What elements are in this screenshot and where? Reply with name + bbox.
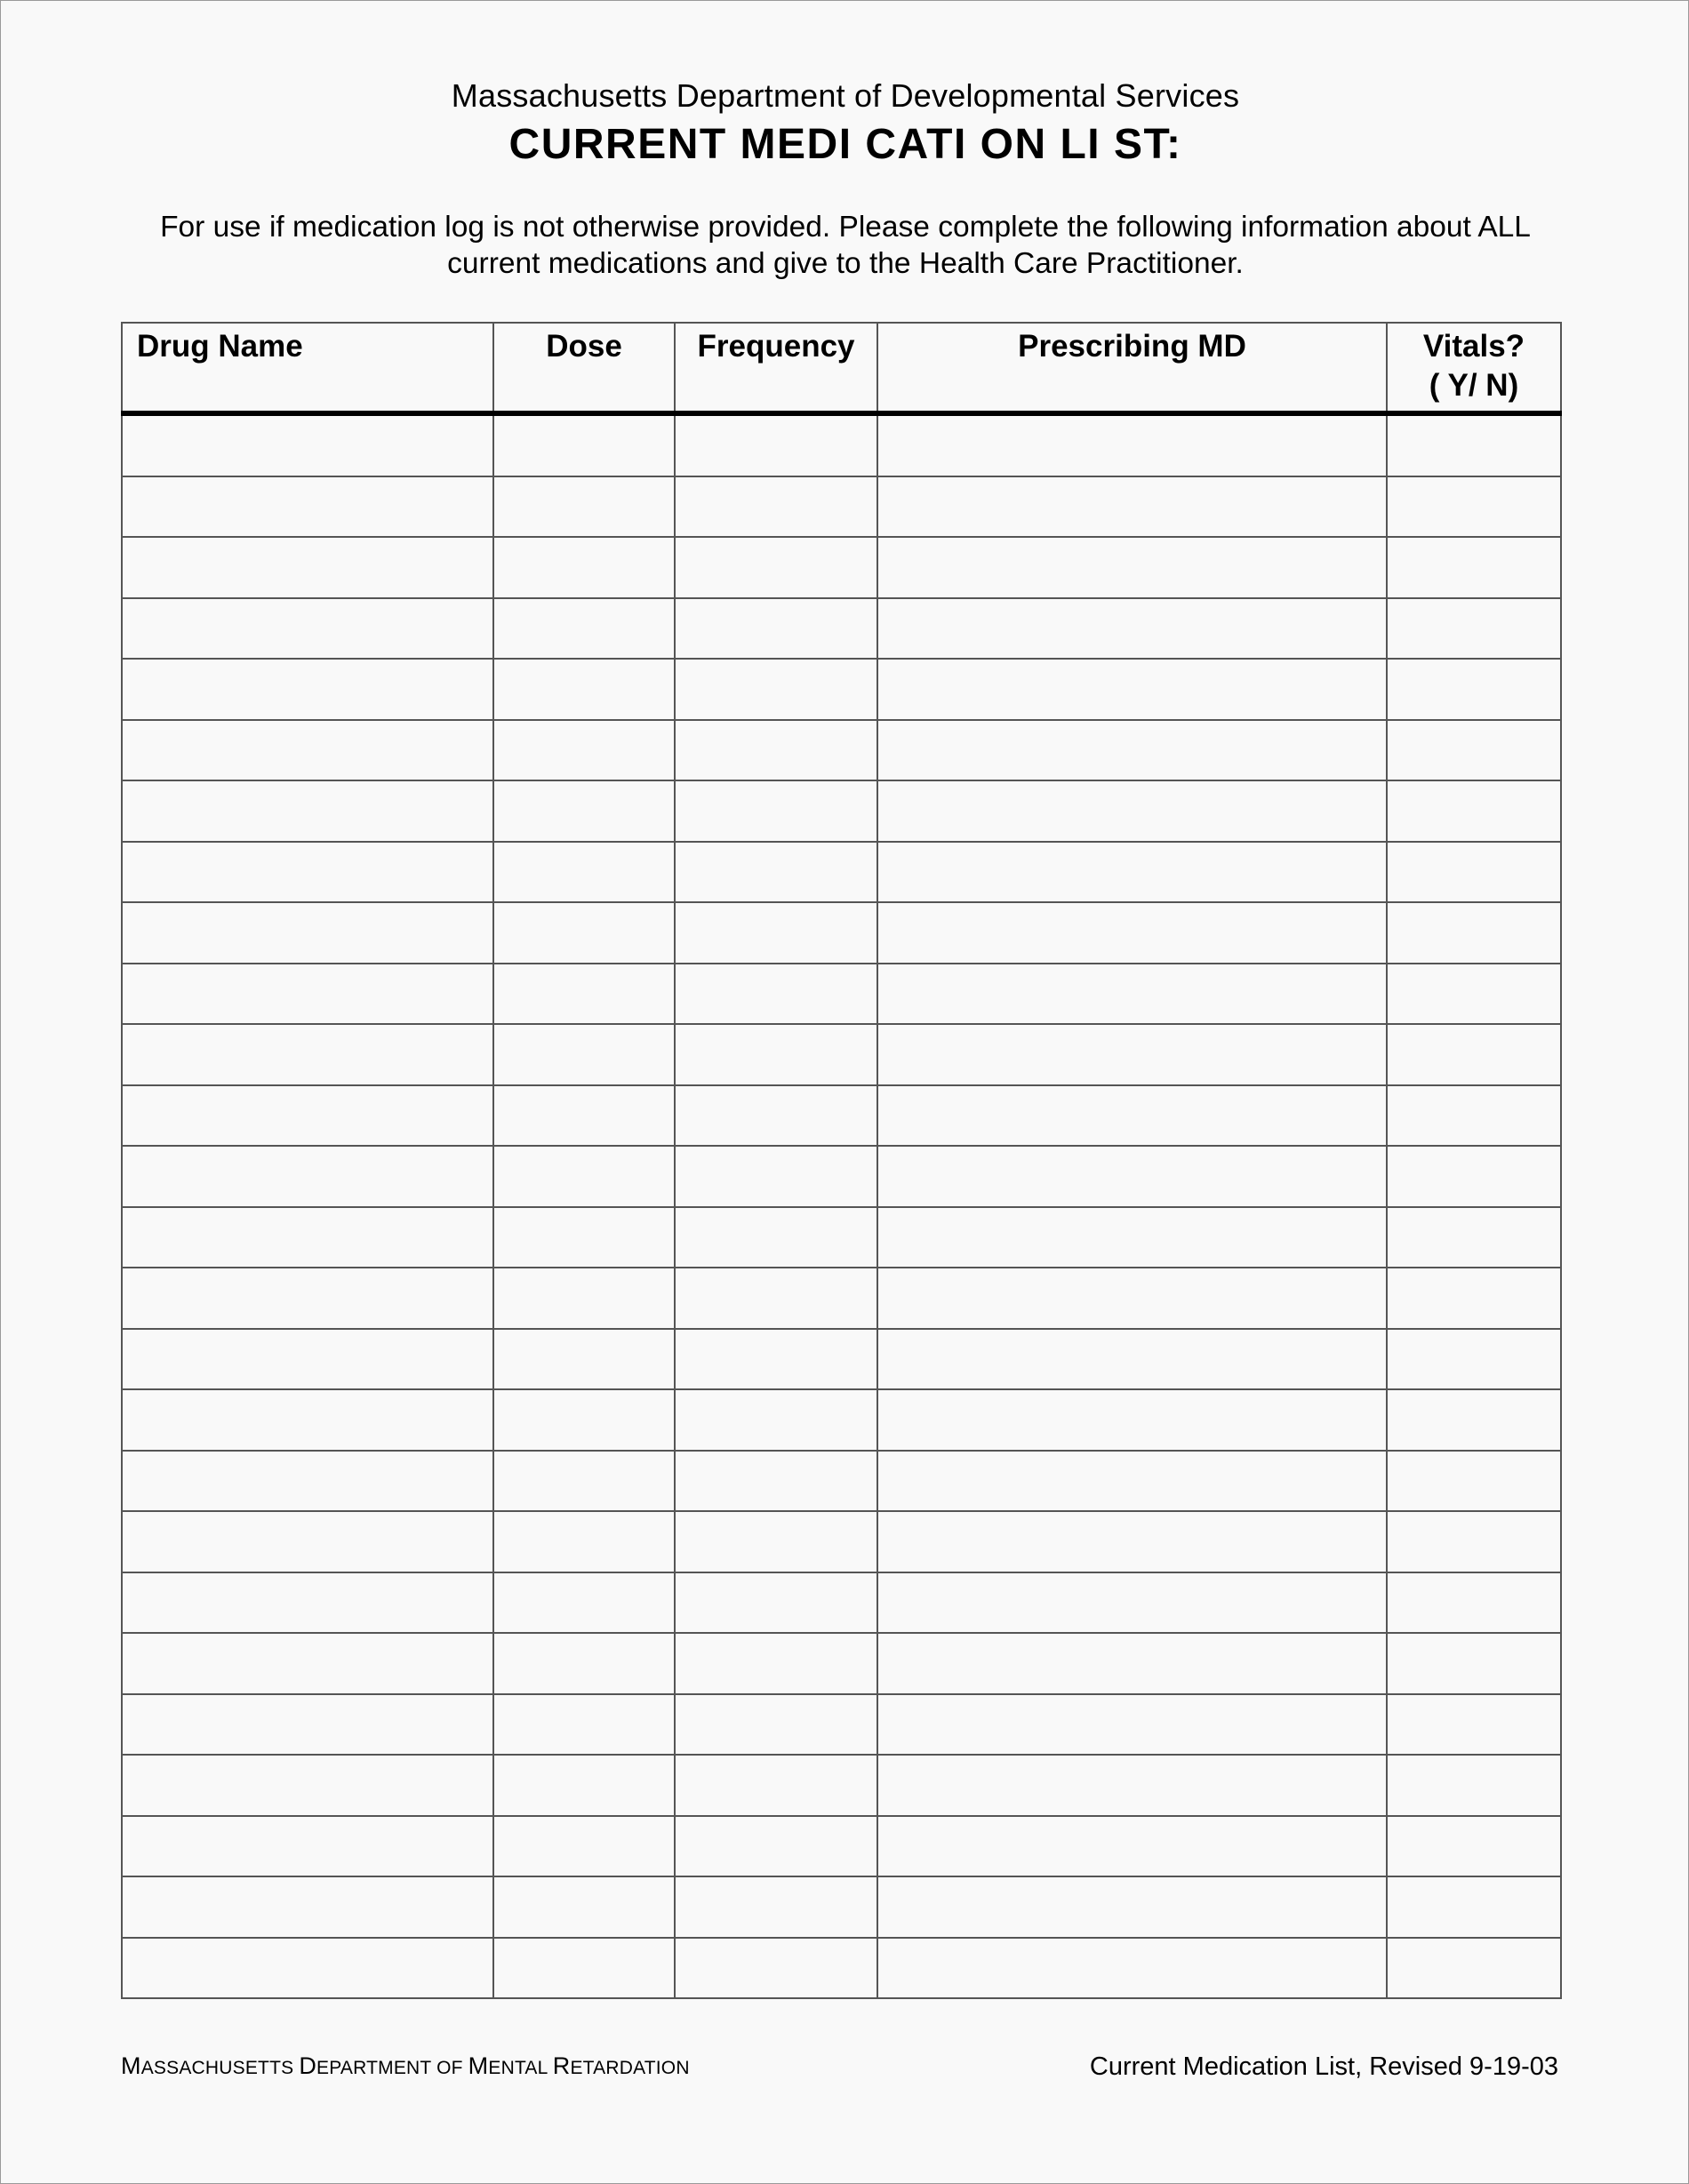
cell-prescribing-md[interactable] xyxy=(877,537,1387,598)
cell-prescribing-md[interactable] xyxy=(877,1694,1387,1756)
footer-dept-part: M xyxy=(121,2052,141,2079)
cell-vitals[interactable] xyxy=(1387,1572,1561,1634)
cell-drug-name[interactable] xyxy=(122,1085,493,1147)
cell-dose[interactable] xyxy=(493,476,675,538)
cell-dose[interactable] xyxy=(493,964,675,1025)
cell-frequency[interactable] xyxy=(675,1207,877,1268)
cell-prescribing-md[interactable] xyxy=(877,659,1387,720)
cell-prescribing-md[interactable] xyxy=(877,1451,1387,1512)
cell-vitals[interactable] xyxy=(1387,1146,1561,1207)
cell-vitals[interactable] xyxy=(1387,537,1561,598)
cell-dose[interactable] xyxy=(493,1511,675,1572)
vitals-yn-label: ( Y/ N) xyxy=(1429,368,1519,403)
cell-dose[interactable] xyxy=(493,659,675,720)
cell-prescribing-md[interactable] xyxy=(877,1329,1387,1390)
cell-drug-name[interactable] xyxy=(122,842,493,903)
cell-drug-name[interactable] xyxy=(122,413,493,476)
cell-dose[interactable] xyxy=(493,413,675,476)
cell-frequency[interactable] xyxy=(675,1694,877,1756)
cell-frequency[interactable] xyxy=(675,1085,877,1147)
cell-dose[interactable] xyxy=(493,1755,675,1816)
cell-drug-name[interactable] xyxy=(122,1329,493,1390)
cell-frequency[interactable] xyxy=(675,720,877,781)
cell-prescribing-md[interactable] xyxy=(877,1511,1387,1572)
medication-rows xyxy=(122,413,1561,1998)
cell-vitals[interactable] xyxy=(1387,780,1561,842)
cell-frequency[interactable] xyxy=(675,1633,877,1694)
footer-dept-part: ETARDATION xyxy=(570,2058,690,2078)
table-row xyxy=(122,780,1561,842)
cell-vitals[interactable] xyxy=(1387,476,1561,538)
cell-drug-name[interactable] xyxy=(122,1146,493,1207)
cell-drug-name[interactable] xyxy=(122,1511,493,1572)
table-row xyxy=(122,1268,1561,1329)
cell-vitals[interactable] xyxy=(1387,1207,1561,1268)
cell-frequency[interactable] xyxy=(675,537,877,598)
cell-vitals[interactable] xyxy=(1387,1389,1561,1451)
cell-vitals[interactable] xyxy=(1387,1938,1561,1999)
table-row xyxy=(122,1511,1561,1572)
cell-frequency[interactable] xyxy=(675,659,877,720)
instructions-line-1: For use if medication log is not otherwise provided. Please complete the following information about ALL xyxy=(160,211,1531,244)
cell-drug-name[interactable] xyxy=(122,1876,493,1938)
footer-dept-part: D xyxy=(299,2052,317,2079)
cell-drug-name[interactable] xyxy=(122,1694,493,1756)
cell-frequency[interactable] xyxy=(675,1876,877,1938)
cell-prescribing-md[interactable] xyxy=(877,476,1387,538)
cell-frequency[interactable] xyxy=(675,1511,877,1572)
table-row xyxy=(122,537,1561,598)
table-header-row xyxy=(122,323,1561,413)
cell-frequency[interactable] xyxy=(675,1938,877,1999)
cell-vitals[interactable] xyxy=(1387,1085,1561,1147)
cell-vitals[interactable] xyxy=(1387,1511,1561,1572)
cell-drug-name[interactable] xyxy=(122,1389,493,1451)
cell-prescribing-md[interactable] xyxy=(877,413,1387,476)
cell-prescribing-md[interactable] xyxy=(877,1938,1387,1999)
cell-prescribing-md[interactable] xyxy=(877,1816,1387,1877)
footer-dept-part: ASSACHUSETTS xyxy=(140,2058,300,2078)
cell-dose[interactable] xyxy=(493,1389,675,1451)
cell-drug-name[interactable] xyxy=(122,1268,493,1329)
table-row xyxy=(122,1024,1561,1085)
table-row xyxy=(122,1816,1561,1877)
cell-vitals[interactable] xyxy=(1387,1451,1561,1512)
cell-vitals[interactable] xyxy=(1387,659,1561,720)
cell-dose[interactable] xyxy=(493,842,675,903)
footer-dept-part: R xyxy=(552,2052,571,2079)
cell-vitals[interactable] xyxy=(1387,1024,1561,1085)
cell-frequency[interactable] xyxy=(675,902,877,964)
cell-prescribing-md[interactable] xyxy=(877,720,1387,781)
footer-revision: Current Medication List, Revised 9-19-03 xyxy=(1089,2052,1558,2081)
cell-frequency[interactable] xyxy=(675,1755,877,1816)
cell-vitals[interactable] xyxy=(1387,1755,1561,1816)
cell-dose[interactable] xyxy=(493,720,675,781)
table-row xyxy=(122,1633,1561,1694)
cell-drug-name[interactable] xyxy=(122,720,493,781)
medication-table xyxy=(121,322,1562,1999)
cell-frequency[interactable] xyxy=(675,1329,877,1390)
table-row xyxy=(122,1207,1561,1268)
table-row xyxy=(122,964,1561,1025)
vitals-label: Vitals? xyxy=(1422,329,1525,364)
cell-frequency[interactable] xyxy=(675,1024,877,1085)
cell-drug-name[interactable] xyxy=(122,1633,493,1694)
cell-prescribing-md[interactable] xyxy=(877,1207,1387,1268)
table-row xyxy=(122,1938,1561,1999)
cell-drug-name[interactable] xyxy=(122,1938,493,1999)
footer-dept-part: EPARTMENT OF xyxy=(316,2058,468,2078)
table-row xyxy=(122,1329,1561,1390)
agency-name: Massachusetts Department of Developmental Services xyxy=(451,77,1240,114)
footer-department xyxy=(121,2052,690,2080)
cell-drug-name[interactable] xyxy=(122,780,493,842)
cell-dose[interactable] xyxy=(493,1633,675,1694)
cell-frequency[interactable] xyxy=(675,1389,877,1451)
table-row xyxy=(122,842,1561,903)
footer-dept-part: M xyxy=(468,2052,489,2079)
table-row xyxy=(122,476,1561,538)
cell-frequency[interactable] xyxy=(675,476,877,538)
cell-drug-name[interactable] xyxy=(122,1207,493,1268)
column-header-drug-name: Drug Name xyxy=(122,323,493,413)
table-row xyxy=(122,1755,1561,1816)
cell-dose[interactable] xyxy=(493,1024,675,1085)
footer-dept-part: ENTAL xyxy=(488,2058,553,2078)
cell-frequency[interactable] xyxy=(675,842,877,903)
cell-dose[interactable] xyxy=(493,598,675,660)
cell-dose[interactable] xyxy=(493,1876,675,1938)
table-row xyxy=(122,720,1561,781)
cell-drug-name[interactable] xyxy=(122,964,493,1025)
cell-frequency[interactable] xyxy=(675,413,877,476)
cell-vitals[interactable] xyxy=(1387,598,1561,660)
instructions-line-2: current medications and give to the Health Care Practitioner. xyxy=(447,247,1244,280)
cell-drug-name[interactable] xyxy=(122,598,493,660)
cell-drug-name[interactable] xyxy=(122,537,493,598)
cell-dose[interactable] xyxy=(493,1085,675,1147)
cell-frequency[interactable] xyxy=(675,964,877,1025)
cell-dose[interactable] xyxy=(493,1572,675,1634)
cell-prescribing-md[interactable] xyxy=(877,842,1387,903)
table-row xyxy=(122,1451,1561,1512)
cell-frequency[interactable] xyxy=(675,598,877,660)
cell-prescribing-md[interactable] xyxy=(877,1268,1387,1329)
cell-vitals[interactable] xyxy=(1387,1268,1561,1329)
cell-dose[interactable] xyxy=(493,1694,675,1756)
column-header-prescribing-md: Prescribing MD xyxy=(877,323,1387,413)
cell-prescribing-md[interactable] xyxy=(877,1755,1387,1816)
cell-dose[interactable] xyxy=(493,780,675,842)
cell-frequency[interactable] xyxy=(675,1451,877,1512)
cell-prescribing-md[interactable] xyxy=(877,1572,1387,1634)
cell-prescribing-md[interactable] xyxy=(877,1024,1387,1085)
cell-vitals[interactable] xyxy=(1387,964,1561,1025)
cell-vitals[interactable] xyxy=(1387,902,1561,964)
cell-frequency[interactable] xyxy=(675,1572,877,1634)
cell-dose[interactable] xyxy=(493,537,675,598)
cell-drug-name[interactable] xyxy=(122,1816,493,1877)
cell-dose[interactable] xyxy=(493,1268,675,1329)
column-header-dose: Dose xyxy=(493,323,675,413)
cell-dose[interactable] xyxy=(493,1816,675,1877)
cell-dose[interactable] xyxy=(493,1207,675,1268)
cell-drug-name[interactable] xyxy=(122,476,493,538)
table-row xyxy=(122,1694,1561,1756)
cell-frequency[interactable] xyxy=(675,1816,877,1877)
table-row xyxy=(122,413,1561,476)
column-header-vitals xyxy=(1387,323,1561,413)
cell-drug-name[interactable] xyxy=(122,659,493,720)
table-row xyxy=(122,1876,1561,1938)
cell-prescribing-md[interactable] xyxy=(877,780,1387,842)
table-row xyxy=(122,1085,1561,1147)
cell-vitals[interactable] xyxy=(1387,1694,1561,1756)
cell-vitals[interactable] xyxy=(1387,1876,1561,1938)
table-row xyxy=(122,902,1561,964)
cell-frequency[interactable] xyxy=(675,1146,877,1207)
table-row xyxy=(122,1389,1561,1451)
table-row xyxy=(122,1572,1561,1634)
cell-prescribing-md[interactable] xyxy=(877,1633,1387,1694)
cell-drug-name[interactable] xyxy=(122,1572,493,1634)
cell-drug-name[interactable] xyxy=(122,1755,493,1816)
form-title: CURRENT MEDI CATI ON LI ST: xyxy=(508,121,1182,168)
cell-dose[interactable] xyxy=(493,902,675,964)
cell-prescribing-md[interactable] xyxy=(877,1876,1387,1938)
column-header-frequency: Frequency xyxy=(675,323,877,413)
cell-dose[interactable] xyxy=(493,1451,675,1512)
cell-frequency[interactable] xyxy=(675,780,877,842)
cell-dose[interactable] xyxy=(493,1146,675,1207)
cell-drug-name[interactable] xyxy=(122,1451,493,1512)
cell-prescribing-md[interactable] xyxy=(877,1146,1387,1207)
table-row xyxy=(122,598,1561,660)
cell-dose[interactable] xyxy=(493,1938,675,1999)
cell-prescribing-md[interactable] xyxy=(877,1389,1387,1451)
cell-vitals[interactable] xyxy=(1387,413,1561,476)
cell-vitals[interactable] xyxy=(1387,720,1561,781)
cell-vitals[interactable] xyxy=(1387,842,1561,903)
cell-prescribing-md[interactable] xyxy=(877,598,1387,660)
table-row xyxy=(122,1146,1561,1207)
cell-prescribing-md[interactable] xyxy=(877,902,1387,964)
cell-vitals[interactable] xyxy=(1387,1329,1561,1390)
cell-prescribing-md[interactable] xyxy=(877,964,1387,1025)
instructions xyxy=(116,209,1574,282)
cell-dose[interactable] xyxy=(493,1329,675,1390)
cell-frequency[interactable] xyxy=(675,1268,877,1329)
cell-prescribing-md[interactable] xyxy=(877,1085,1387,1147)
cell-vitals[interactable] xyxy=(1387,1816,1561,1877)
cell-drug-name[interactable] xyxy=(122,902,493,964)
table-row xyxy=(122,659,1561,720)
cell-drug-name[interactable] xyxy=(122,1024,493,1085)
cell-vitals[interactable] xyxy=(1387,1633,1561,1694)
